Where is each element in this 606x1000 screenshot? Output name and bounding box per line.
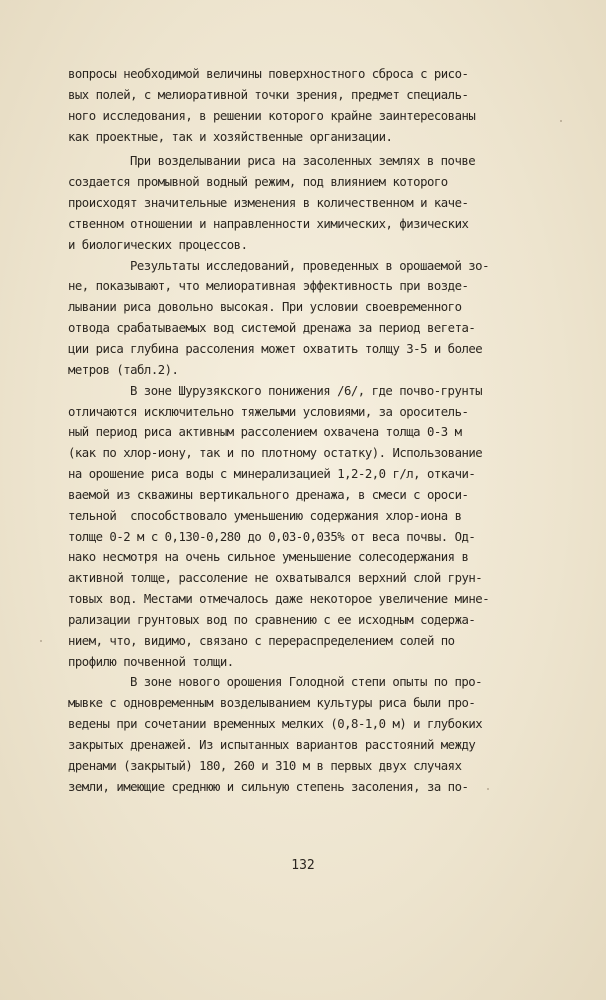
text-line: как проектные, так и хозяйственные организации.	[68, 129, 393, 144]
text-line: профилю почвенной толщи.	[68, 654, 234, 669]
text-line: толще 0-2 м с 0,130-0,280 до 0,03-0,035% от веса почвы. Од-	[68, 529, 476, 544]
text-line: При возделывании риса на засоленных землях в почве	[130, 154, 476, 169]
text-line: нием, что, видимо, связано с перераспределением солей по	[68, 633, 455, 648]
text-line: лывании риса довольно высокая. При условии своевременного	[68, 300, 462, 315]
text-line: земли, имеющие среднюю и сильную степень засоления, за по-	[68, 779, 469, 794]
text-line: Результаты исследований, проведенных в орошаемой зо-	[130, 258, 489, 273]
text-line: создается промывной водный режим, под влиянием которого	[68, 175, 448, 190]
text-line: ции риса глубина рассоления может охватить толщу 3-5 и более	[68, 341, 483, 356]
text-line: ный период риса активным рассолением охвачена толща 0-3 м	[68, 425, 462, 440]
text-line: ведены при сочетании временных мелких (0,8-1,0 м) и глубоких	[68, 717, 483, 732]
text-line: товых вод. Местами отмечалось даже некоторое увеличение мине-	[68, 592, 490, 607]
page-number: 132	[291, 858, 315, 873]
text-line: на орошение риса воды с минерализацией 1,2-2,0 г/л, откачи-	[68, 467, 476, 482]
paper-speck	[487, 788, 489, 790]
text-line: отвода срабатываемых вод системой дренажа за период вегета-	[68, 321, 476, 336]
text-line: ственном отношении и направленности химических, физических	[68, 216, 469, 231]
text-line: дренами (закрытый) 180, 260 и 310 м в первых двух случаях	[68, 758, 462, 773]
text-line: (как по хлор-иону, так и по плотному остатку). Использование	[68, 446, 483, 461]
text-line: ного исследования, в решении которого крайне заинтересованы	[68, 108, 476, 123]
text-line: вопросы необходимой величины поверхностного сброса с рисо-	[68, 67, 469, 81]
text-line: рализации грунтовых вод по сравнению с ее исходным содержа-	[68, 612, 476, 627]
text-line: происходят значительные изменения в количественном и каче-	[68, 196, 469, 211]
text-line: закрытых дренажей. Из испытанных вариантов расстояний между	[68, 738, 476, 752]
text-line: нако несмотря на очень сильное уменьшение солесодержания в	[68, 550, 469, 565]
paper-speck	[560, 120, 562, 122]
text-line: отличаются исключительно тяжелыми условиями, за ороситель-	[68, 404, 469, 419]
text-line: и биологических процессов.	[68, 237, 248, 252]
text-line: мывке с одновременным возделыванием культуры риса были про-	[68, 696, 476, 711]
text-line: тельной способствовало уменьшению содержания хлор-иона в	[68, 508, 462, 523]
text-line: В зоне нового орошения Голодной степи опыты по про-	[130, 675, 483, 690]
paper-speck	[40, 640, 42, 642]
text-line: метров (табл.2).	[68, 362, 179, 377]
text-line: активной толще, рассоление не охватывался верхний слой грун-	[68, 571, 483, 586]
body-text	[68, 64, 568, 798]
text-line: В зоне Шурузякского понижения /6/, где почво-грунты	[130, 383, 483, 398]
text-line: вых полей, с мелиоративной точки зрения, предмет специаль-	[68, 87, 469, 102]
text-line: ваемой из скважины вертикального дренажа, в смеси с ороси-	[68, 487, 469, 502]
text-line: не, показывают, что мелиоративная эффективность при возде-	[68, 279, 469, 294]
